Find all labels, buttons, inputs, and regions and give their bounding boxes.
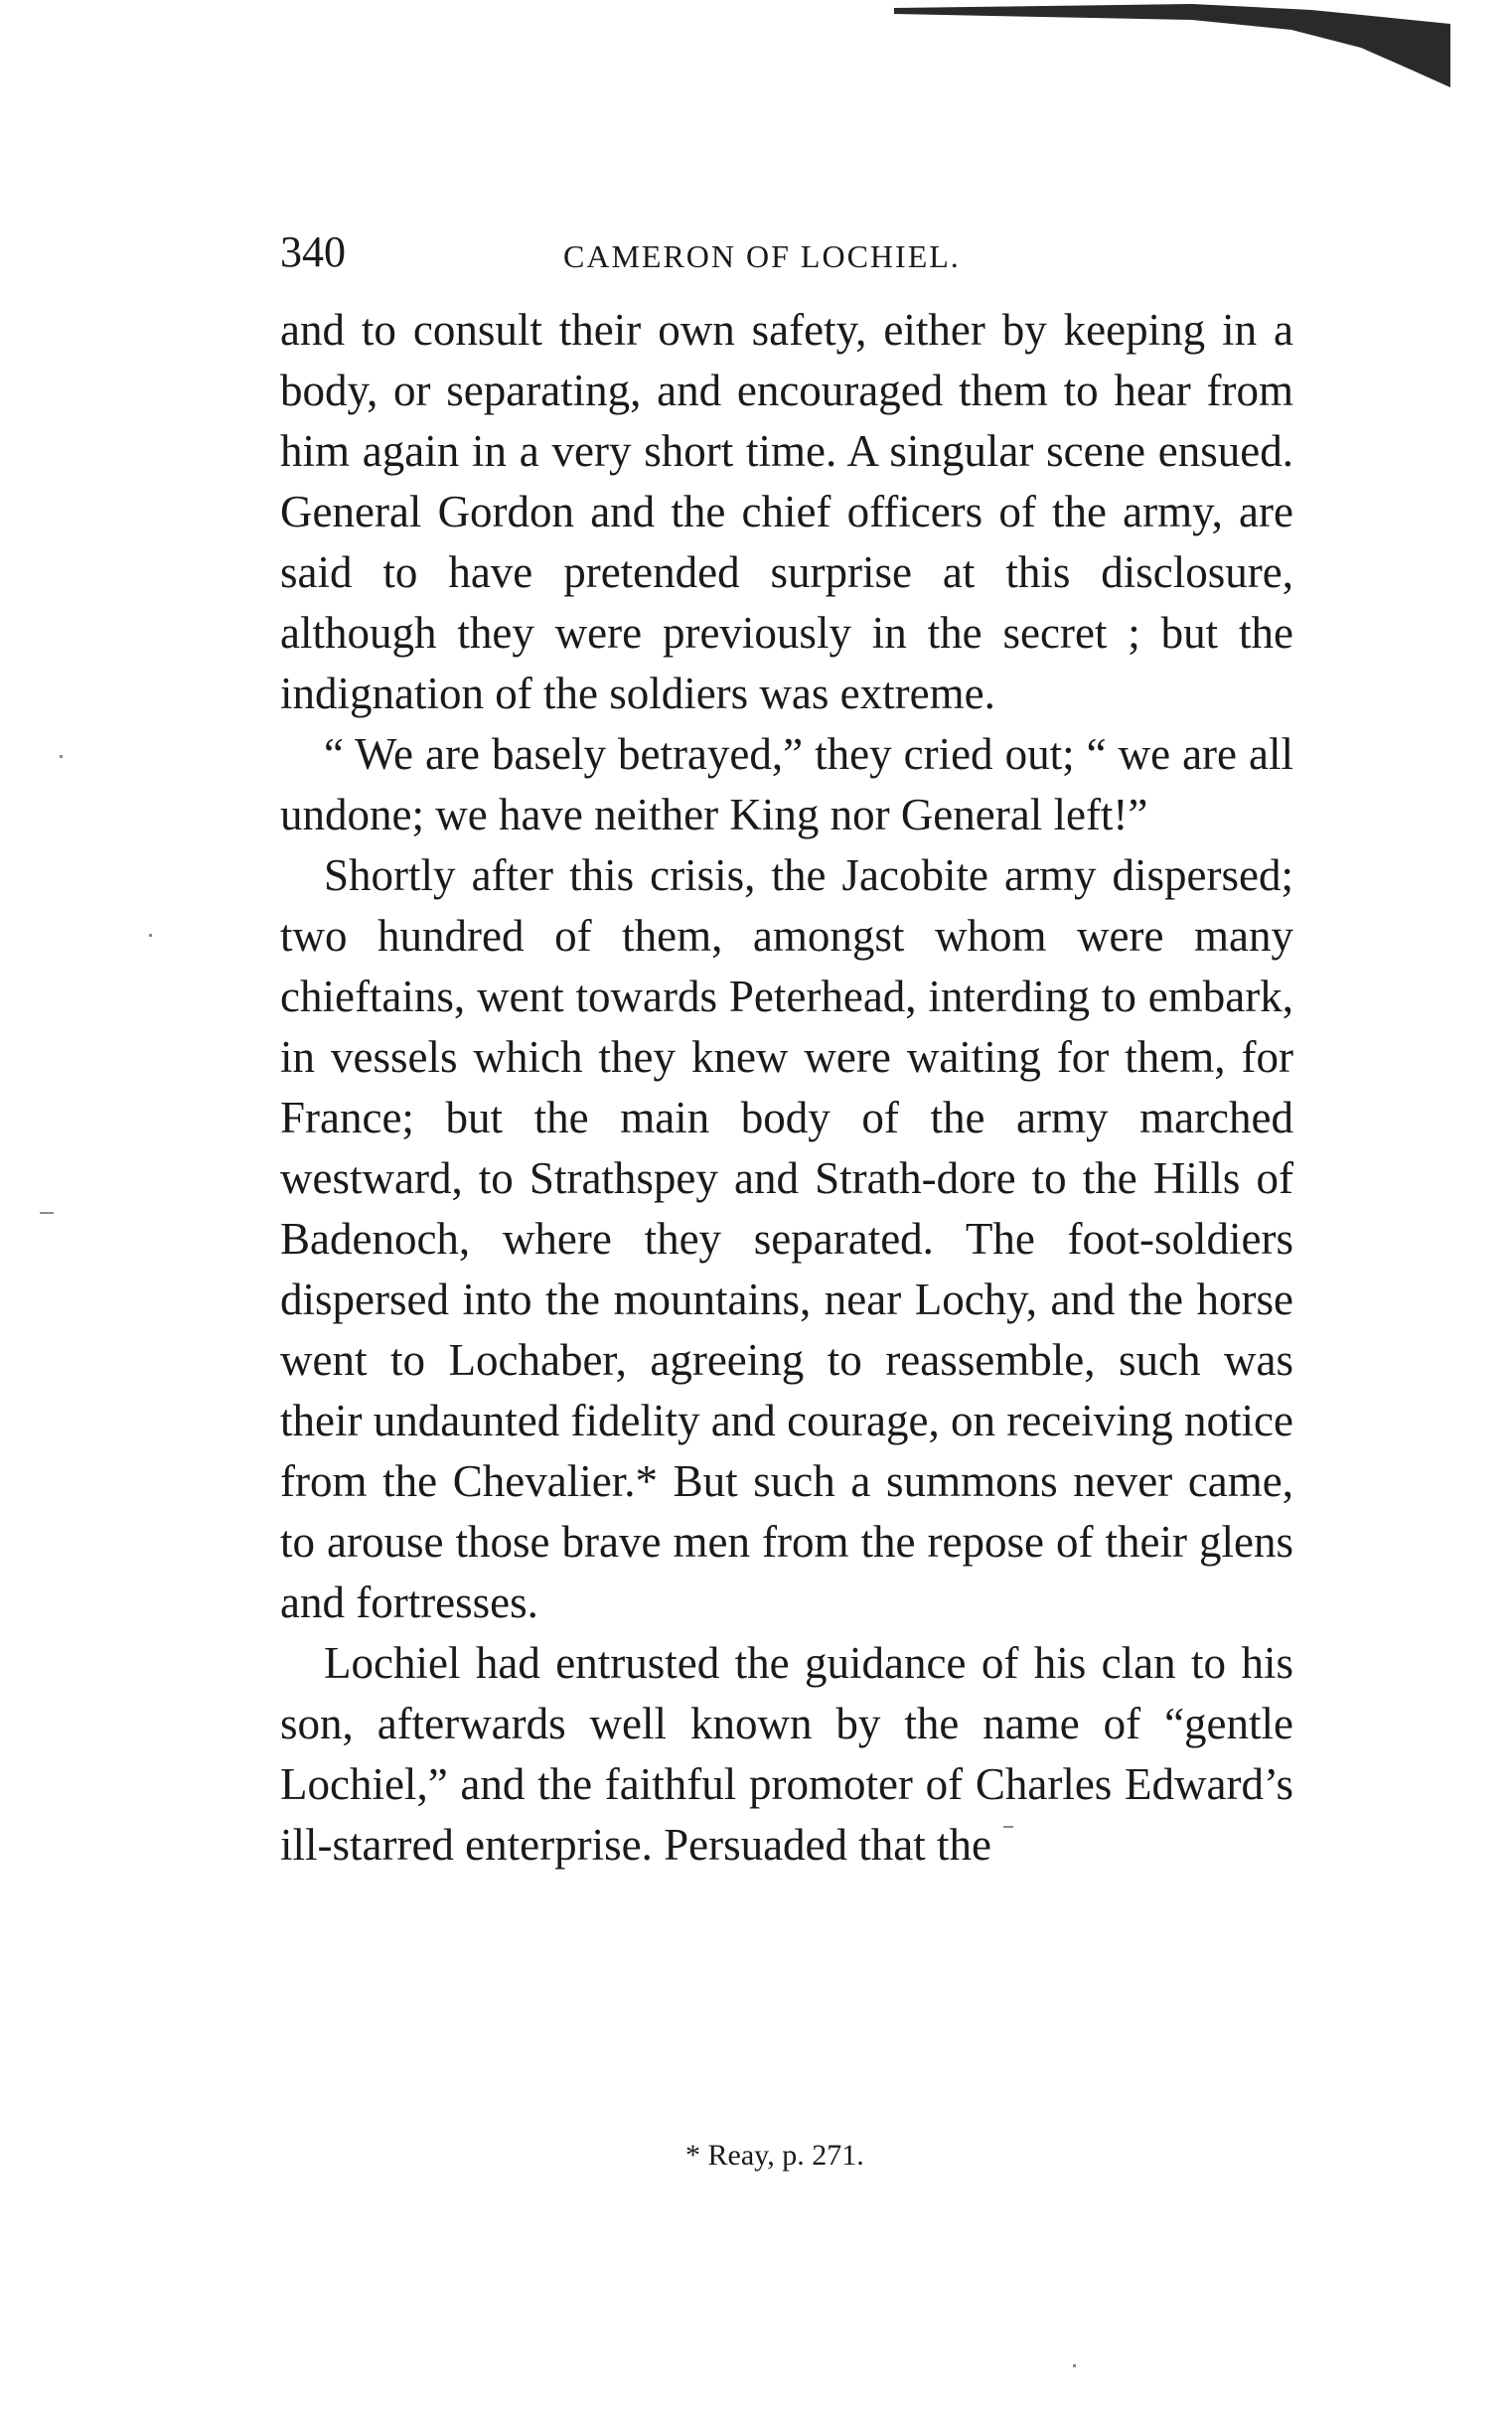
scan-speck [40, 1212, 54, 1214]
scan-speck [1073, 2364, 1076, 2367]
paragraph: and to consult their own safety, either by keeping in a body, or separating, and encouraged them to hear from him again in a very short time. A singular scene ensued. General Gordon and the chief officers of the army, are said to have pretended surprise at this disclosure, although they were previously in the secret ; but the indignation of the soldiers was extreme. [280, 305, 1293, 718]
page-header [280, 226, 1293, 286]
scan-speck [1003, 1826, 1013, 1828]
paragraph: Shortly after this crisis, the Jacobite army dispersed; two hundred of them, amongst whom were many chieftains, went towards Peterhead, interding to embark, in vessels which they knew were waiting for them, for France; but the main body of the army marched westward, to Strathspey and Strath-dore to the Hills of Badenoch, where they separated. The foot-soldiers dispersed into the mountains, near Lochy, and the horse went to Lochaber, agreeing to reassemble, such was their undaunted fidelity and courage, on receiving notice from the Chevalier.* But such a summons never came, to arouse those brave men from the repose of their glens and fortresses. [280, 850, 1293, 1627]
scan-edge-shadow [894, 0, 1450, 87]
scan-speck [149, 934, 152, 937]
paragraph: Lochiel had entrusted the guidance of his clan to his son, afterwards well known by the name of “gentle Lochiel,” and the faithful promoter of Charles Edward’s ill-starred enterprise. Persuaded that the [280, 1638, 1293, 1870]
footnote: * Reay, p. 271. [685, 2139, 864, 2172]
body-text [280, 300, 1293, 1876]
scan-speck [60, 755, 63, 758]
running-title: CAMERON OF LOCHIEL. [563, 238, 961, 274]
paragraph: “ We are basely betrayed,” they cried out; “ we are all undone; we have neither King nor General left!” [280, 729, 1293, 839]
page-number: 340 [280, 227, 346, 276]
